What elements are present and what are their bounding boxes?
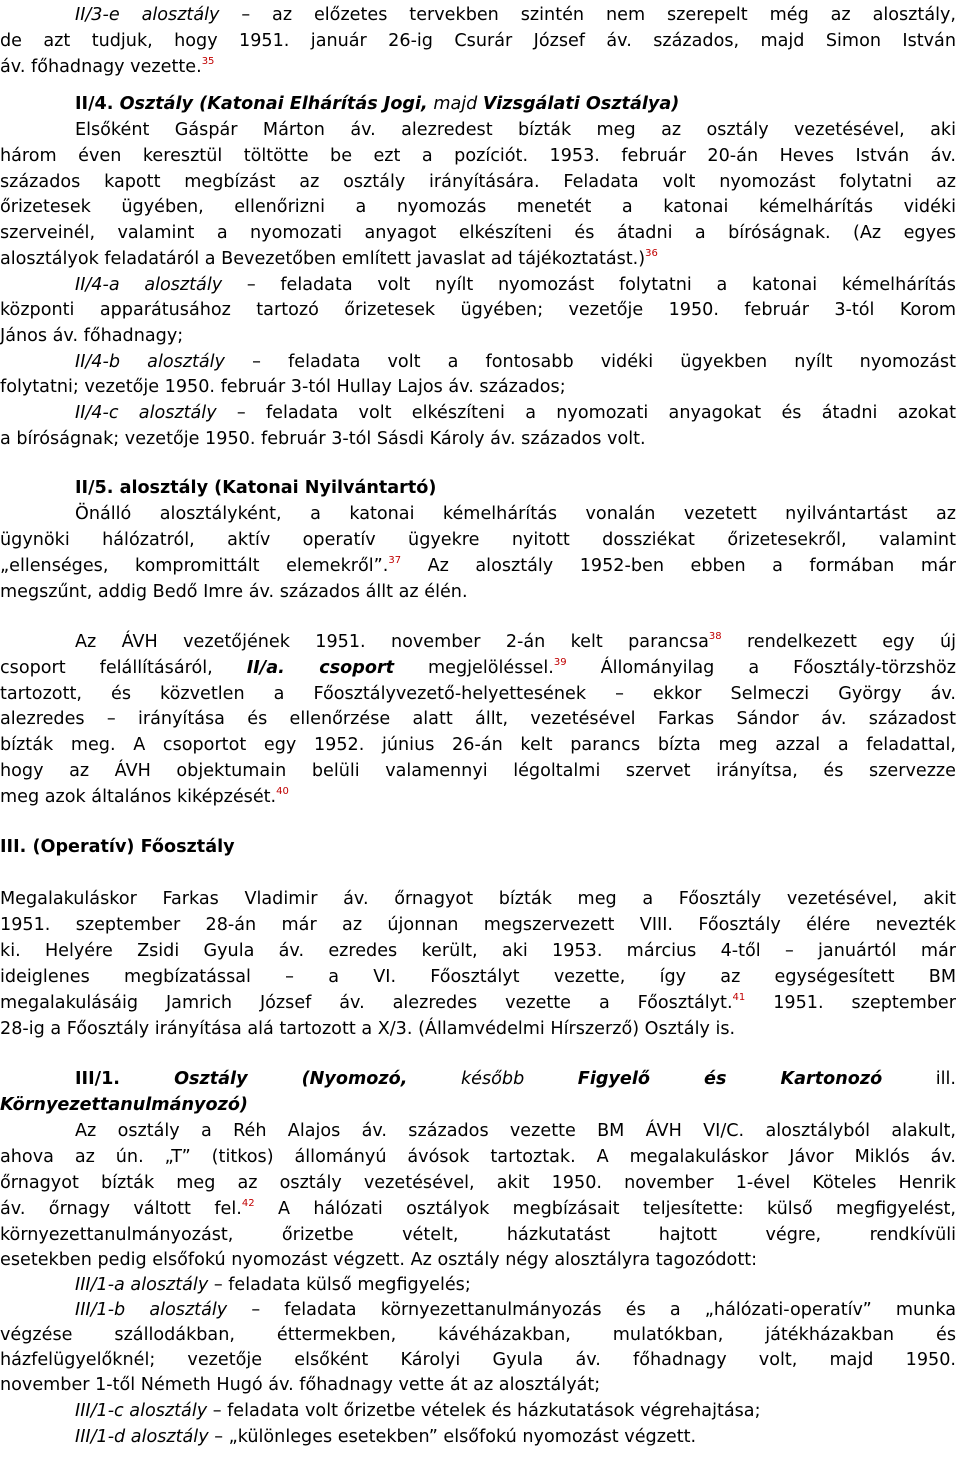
text-line-l28: hogy az ÁVH objektumain belüli valamennyi légoltalmi szervet irányítsa, és szervezze [0, 761, 956, 781]
text-line-l27: bízták meg. A csoportot egy 1952. június 26-án kelt parancs bízta meg azzal a feladattal, [0, 735, 956, 755]
text-line-l47: végzése szállodákban, éttermekben, kávéházakban, mulatókban, játékházakban és [0, 1325, 956, 1345]
text-line-l44: esetekben pedig elsőfokú nyomozást végzett. Az osztály négy alosztályra tagozódott: [0, 1250, 758, 1270]
footnote-ref[interactable]: 40 [276, 786, 289, 797]
footnote-ref[interactable]: 35 [201, 56, 215, 67]
text-line-l2: de azt tudjuk, hogy 1951. január 26-ig Csurár József áv. százados, majd Simon István [0, 31, 956, 51]
text-line-l41: őrnagyot bízták meg az osztály vezetésével, akit 1950. november 1-ével Köteles Henrik [0, 1173, 956, 1193]
text-line-l5: Elsőként Gáspár Márton áv. alezredest bízták meg az osztály vezetésével, aki [75, 120, 956, 140]
text-line-l34: ideiglenes megbízatással – a VI. Főosztályt vezette, így az egységesített BM [0, 967, 956, 987]
footnote-ref[interactable]: 36 [645, 248, 658, 259]
text-line-l19: Önálló alosztályként, a katonai kémelhárítás vonalán vezetett nyilvántartást az [75, 504, 956, 524]
text-line-l40: ahova az ún. „T” (titkos) állományú ávósok tartoztak. A megalakuláskor Jávor Miklós áv. [0, 1147, 956, 1167]
text-line-l23: Az ÁVH vezetőjének 1951. november 2-án kelt parancsa$^{38}$ rendelkezett egy új [75, 631, 956, 652]
text-line-l36: 28-ig a Főosztály irányítása alá tartozott a X/3. (Államvédelmi Hírszerző) Osztály is. [0, 1019, 736, 1039]
text-line-l9: szerveinél, valamint a nyomozati anyagot elkészíteni és átadni a bíróságnak. (Az egyes [0, 223, 956, 243]
text-line-l48: házfelügyelőknél; vezetője elsőként Károlyi Gyula áv. főhadnagy volt, majd 1950. [0, 1350, 956, 1370]
text-line-l50: III/1-c alosztály – feladata volt őrizetbe vételek és házkutatások végrehajtása; [75, 1401, 761, 1421]
footnote-ref[interactable]: 37 [388, 555, 402, 566]
text-line-l12: központi apparátusához tartozó őrizetesek ügyében; vezetője 1950. február 3-tól Korom [0, 300, 956, 320]
text-line-l4: II/4. Osztály (Katonai Elhárítás Jogi, majd Vizsgálati Osztálya) [75, 94, 680, 114]
text-line-l11: II/4-a alosztály – feladata volt nyílt nyomozást folytatni a katonai kémelhárítás [75, 275, 956, 295]
footnote-ref[interactable]: 38 [708, 631, 722, 642]
text-line-l43: környezettanulmányozást, őrizetbe vételt, házkutatást hajtott végre, rendkívüli [0, 1225, 956, 1245]
text-line-l29: meg azok általános kiképzését.$^{40}$ [0, 786, 289, 807]
text-line-l15: folytatni; vezetője 1950. február 3-tól Hullay Lajos áv. százados; [0, 377, 566, 397]
text-line-l21: „ellenséges, kompromittált elemekről”.$^{37}$ Az alosztály 1952-ben ebben a formában már [0, 555, 956, 576]
text-line-l25: tartozott, és közvetlen a Főosztályvezető-helyettesének – ekkor Selmeczi György áv. [0, 684, 956, 704]
text-line-l46: III/1-b alosztály – feladata környezettanulmányozás és a „hálózati-operatív” munka [75, 1300, 956, 1320]
text-line-l13: János áv. főhadnagy; [0, 326, 184, 346]
text-line-l16: II/4-c alosztály – feladata volt elkészíteni a nyomozati anyagokat és átadni azokat [75, 403, 956, 423]
text-line-l22: megszűnt, addig Bedő Imre áv. százados állt az élén. [0, 582, 468, 602]
text-line-l45: III/1-a alosztály – feladata külső megfigyelés; [75, 1275, 471, 1295]
footnote-ref[interactable]: 42 [241, 1198, 255, 1209]
text-line-l24: csoport felállításáról, II/a. csoport megjelöléssel.$^{39}$ Állományilag a Főosztály-törzshöz [0, 657, 956, 678]
text-line-l10: alosztályok feladatáról a Bevezetőben említett javaslat ad tájékoztatást.)$^{36}$ [0, 248, 658, 269]
footnote-ref[interactable]: 41 [732, 992, 746, 1003]
text-line-l20: ügynöki hálózatról, aktív operatív ügyekre nyitott dossziékat őrizetesekről, valamint [0, 530, 956, 550]
text-line-l18: II/5. alosztály (Katonai Nyilvántartó) [75, 478, 437, 498]
text-line-l17: a bíróságnak; vezetője 1950. február 3-tól Sásdi Károly áv. százados volt. [0, 429, 646, 449]
text-line-l8: őrizetesek ügyében, ellenőrizni a nyomozás menetét a katonai kémelhárítás vidéki [0, 197, 956, 217]
text-line-l32: 1951. szeptember 28-án már az újonnan megszervezett VIII. Főosztály élére nevezték [0, 915, 956, 935]
text-line-l7: százados kapott megbízást az osztály irányítására. Feladata volt nyomozást folytatni az [0, 172, 956, 192]
text-line-l31: Megalakuláskor Farkas Vladimir áv. őrnagyot bízták meg a Főosztály vezetésével, akit [0, 889, 956, 909]
text-line-l6: három éven keresztül töltötte be ezt a pozíciót. 1953. február 20-án Heves István áv. [0, 146, 956, 166]
text-line-l37: III/1. Osztály (Nyomozó, később Figyelő és Kartonozó ill. [75, 1069, 956, 1089]
text-line-l26: alezredes – irányítása és ellenőrzése alatt állt, vezetésével Farkas Sándor áv. századost [0, 709, 956, 729]
text-line-l33: ki. Helyére Zsidi Gyula áv. ezredes került, aki 1953. március 4-től – januártól már [0, 941, 956, 961]
text-line-l51: III/1-d alosztály – „különleges esetekben” elsőfokú nyomozást végzett. [75, 1427, 697, 1447]
text-line-l49: november 1-től Németh Hugó áv. főhadnagy vette át az alosztályát; [0, 1375, 601, 1395]
text-line-l30: III. (Operatív) Főosztály [0, 837, 235, 857]
text-line-l35: megalakulásáig Jamrich József áv. alezredes vezette a Főosztályt.$^{41}$ 1951. szeptember [0, 992, 956, 1013]
text-line-l42: áv. őrnagy váltott fel.$^{42}$ A hálózati osztályok megbízásait teljesítette: külső megfigyelést, [0, 1198, 956, 1219]
text-line-l3: áv. főhadnagy vezette.$^{35}$ [0, 56, 215, 77]
text-line-l1: II/3-e alosztály – az előzetes tervekben szintén nem szerepelt még az alosztály, [75, 5, 956, 25]
text-line-l14: II/4-b alosztály – feladata volt a fontosabb vidéki ügyekben nyílt nyomozást [75, 352, 956, 372]
text-line-l39: Az osztály a Réh Alajos áv. százados vezette BM ÁVH VI/C. alosztályból alakult, [75, 1121, 956, 1141]
footnote-ref[interactable]: 39 [553, 657, 567, 668]
text-line-l38: Környezettanulmányozó) [0, 1095, 248, 1115]
